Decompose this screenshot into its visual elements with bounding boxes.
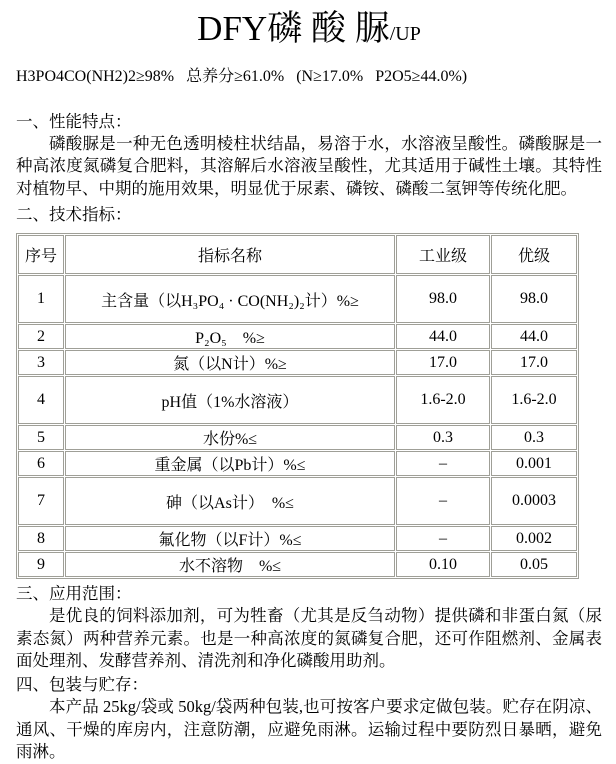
cell-industrial: – bbox=[396, 451, 490, 476]
cell-industrial: 0.10 bbox=[396, 552, 490, 577]
cell-name: pH值（1%水溶液） bbox=[65, 376, 395, 424]
section-heading-performance: 一、性能特点： bbox=[16, 112, 132, 131]
table-row bbox=[18, 376, 577, 424]
cell-premium: 0.3 bbox=[491, 425, 577, 450]
packaging-paragraph: 本产品 25kg/袋或 50kg/袋两种包装,也可按客户要求定做包装。贮存在阴凉、通风、干燥的库房内，注意防潮，应避免雨淋。运输过程中要防烈日暴晒，避免雨淋。 bbox=[16, 697, 602, 762]
spec-table bbox=[16, 233, 579, 579]
cell-industrial: – bbox=[396, 477, 490, 525]
cell-premium: 44.0 bbox=[491, 324, 577, 349]
table-row bbox=[18, 477, 577, 525]
cell-name: P₂O₅ %≥ bbox=[65, 324, 395, 349]
performance-paragraph: 磷酸脲是一种无色透明棱柱状结晶，易溶于水，水溶液呈酸性。磷酸脲是一种高浓度氮磷复合肥料，其溶解后水溶液呈酸性，尤其适用于碱性土壤。其特性对植物早、中期的施用效果，明显优于尿素、磷铵、磷酸二氢钾等传统化肥。 bbox=[16, 134, 602, 198]
cell-no: 7 bbox=[18, 477, 64, 525]
col-header-premium: 优级 bbox=[491, 235, 577, 274]
table-row bbox=[18, 526, 577, 551]
cell-industrial: 17.0 bbox=[396, 350, 490, 375]
cell-name: 砷（以As计） %≤ bbox=[65, 477, 395, 525]
cell-no: 5 bbox=[18, 425, 64, 450]
cell-name: 水不溶物 %≤ bbox=[65, 552, 395, 577]
cell-name: 氟化物（以F计）%≤ bbox=[65, 526, 395, 551]
cell-premium: 0.002 bbox=[491, 526, 577, 551]
table-row bbox=[18, 451, 577, 476]
cell-premium: 0.001 bbox=[491, 451, 577, 476]
cell-premium: 98.0 bbox=[491, 275, 577, 323]
application-paragraph: 是优良的饲料添加剂，可为牲畜（尤其是反刍动物）提供磷和非蛋白氮（尿素态氮）两种营养元素。也是一种高浓度的氮磷复合肥，还可作阻燃剂、金属表面处理剂、发酵营养剂、清洗剂和净化磷酸用助剂。 bbox=[16, 606, 602, 671]
page-title bbox=[16, 8, 602, 55]
cell-industrial: 44.0 bbox=[396, 324, 490, 349]
cell-industrial: 0.3 bbox=[396, 425, 490, 450]
cell-name: 重金属（以Pb计）%≤ bbox=[65, 451, 395, 476]
col-header-no: 序号 bbox=[18, 235, 64, 274]
section-heading-application: 三、应用范围： bbox=[16, 584, 132, 604]
table-header-row bbox=[18, 235, 577, 274]
table-row bbox=[18, 350, 577, 375]
cell-no: 6 bbox=[18, 451, 64, 476]
cell-name: 水份%≤ bbox=[65, 425, 395, 450]
formula-line: H3PO4CO(NH2)2≥98% 总养分≥61.0% (N≥17.0% P2O5≥44.0%) bbox=[16, 68, 468, 85]
col-header-name: 指标名称 bbox=[65, 235, 395, 274]
cell-industrial: 98.0 bbox=[396, 275, 490, 323]
cell-premium: 0.05 bbox=[491, 552, 577, 577]
col-header-industrial: 工业级 bbox=[396, 235, 490, 274]
cell-name: 氮（以N计）%≥ bbox=[65, 350, 395, 375]
section-heading-packaging: 四、包装与贮存： bbox=[16, 675, 148, 695]
table-row bbox=[18, 324, 577, 349]
table-row bbox=[18, 552, 577, 577]
cell-no: 8 bbox=[18, 526, 64, 551]
cell-no: 1 bbox=[18, 275, 64, 323]
cell-industrial: 1.6-2.0 bbox=[396, 376, 490, 424]
cell-premium: 17.0 bbox=[491, 350, 577, 375]
cell-no: 3 bbox=[18, 350, 64, 375]
cell-no: 2 bbox=[18, 324, 64, 349]
title-suffix: /UP bbox=[389, 23, 421, 45]
product-name-text: DFY磷 酸 脲 bbox=[197, 9, 390, 48]
table-row bbox=[18, 275, 577, 323]
section-heading-specs: 二、技术指标： bbox=[16, 205, 132, 225]
cell-premium: 1.6-2.0 bbox=[491, 376, 577, 424]
table-row bbox=[18, 425, 577, 450]
cell-name: 主含量（以H₃PO₄ · CO(NH₂)₂计）%≥ bbox=[65, 275, 395, 323]
cell-industrial: – bbox=[396, 526, 490, 551]
cell-no: 9 bbox=[18, 552, 64, 577]
cell-no: 4 bbox=[18, 376, 64, 424]
cell-premium: 0.0003 bbox=[491, 477, 577, 525]
